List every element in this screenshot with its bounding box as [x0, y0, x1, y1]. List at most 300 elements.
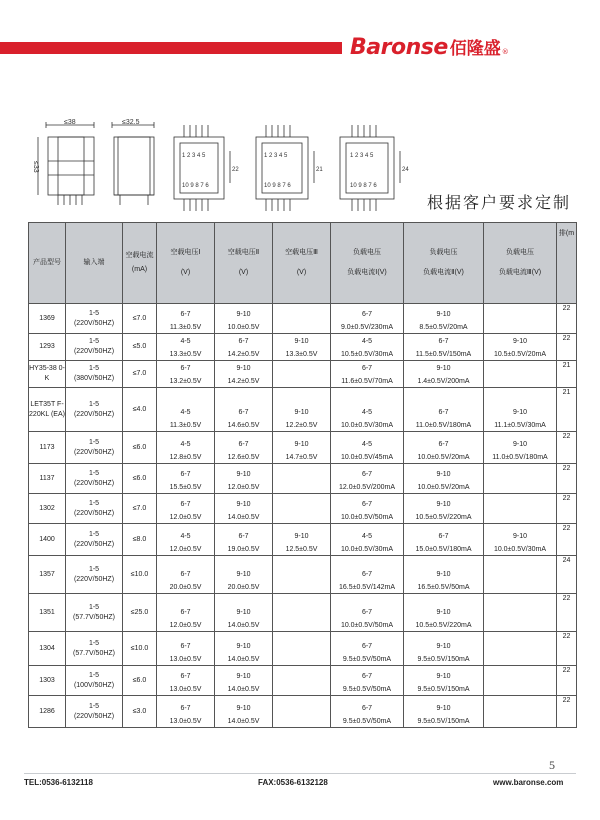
cell-model: 1304	[39, 644, 55, 652]
cell-model: 1303	[39, 676, 55, 684]
cell-lv1-value: 10.5±0.5V/30mA	[340, 351, 394, 358]
cell-pin-count: 22	[562, 595, 571, 602]
table-cell	[215, 432, 273, 464]
cell-pin-count: 21	[562, 389, 571, 396]
cell-input-pins: 1-5	[88, 365, 100, 372]
pins-top-c: 1 2 3 4 5	[350, 153, 374, 159]
table-cell	[273, 594, 331, 632]
cell-lv3-value: 11.0±0.5V/180mA	[492, 454, 548, 461]
table-cell	[123, 304, 157, 334]
cell-input-pins: 1-5	[88, 639, 100, 647]
cell-lv1-value: 9.5±0.5V/50mA	[342, 686, 392, 693]
cell-nv3-voltage: 12.2±0.5V	[285, 422, 318, 429]
cell-nv2-pins: 9-10	[236, 311, 251, 318]
cell-nv1-voltage: 13.2±0.5V	[169, 378, 202, 385]
cell-lv3-value: 10.5±0.5V/20mA	[493, 351, 547, 358]
cell-lv3-value: 10.0±0.5V/30mA	[493, 546, 547, 553]
cell-lv2-value: 16.5±0.5V/50mA	[417, 584, 470, 591]
table-cell	[29, 432, 66, 464]
cell-input-voltage: (220V/50HZ)	[73, 540, 115, 548]
cell-noload-current: ≤10.0	[130, 570, 149, 578]
table-cell	[484, 632, 557, 666]
cell-pin-count: 21	[562, 362, 571, 369]
table-cell	[123, 632, 157, 666]
cell-input-voltage: (220V/50HZ)	[73, 319, 115, 327]
cell-input-voltage: (100V/50HZ)	[73, 681, 115, 689]
cell-nv1-pins: 6-7	[180, 673, 191, 680]
cell-input-voltage: (220V/50HZ)	[73, 509, 115, 517]
cell-pin-count: 22	[562, 433, 571, 440]
table-cell	[123, 388, 157, 432]
table-cell	[123, 524, 157, 556]
cell-input-voltage: (220V/50HZ)	[73, 479, 115, 487]
cell-nv1-pins: 4-5	[180, 409, 191, 416]
cell-lv1-value: 9.0±0.5V/230mA	[340, 324, 394, 331]
table-cell	[157, 464, 215, 494]
table-cell	[66, 361, 123, 388]
cell-lv2-value: 10.0±0.5V/20mA	[417, 484, 470, 491]
table-cell	[331, 556, 404, 594]
cell-model: 1351	[39, 608, 55, 616]
table-cell	[157, 594, 215, 632]
cell-noload-current: ≤5.0	[132, 343, 147, 350]
registered-mark: ®	[501, 48, 509, 56]
cell-nv1-pins: 4-5	[180, 441, 191, 448]
dim-width-32-5: ≤32.5	[122, 119, 140, 126]
cell-nv1-voltage: 12.0±0.5V	[169, 514, 202, 521]
header-noload-current: 空载电流(mA)	[123, 223, 157, 304]
cell-noload-current: ≤7.0	[132, 314, 147, 322]
cell-input-pins: 1-5	[88, 603, 100, 611]
cell-noload-current: ≤6.0	[132, 443, 147, 451]
pins-bottom-b: 10 9 8 7 6	[264, 183, 291, 189]
table-row	[29, 361, 577, 388]
table-cell	[331, 304, 404, 334]
header-load-v3: 负载电压 负载电流Ⅲ(V)	[484, 223, 557, 304]
table-cell	[273, 304, 331, 334]
table-cell	[66, 304, 123, 334]
table-cell	[557, 696, 577, 728]
table-cell	[484, 432, 557, 464]
dim-height-33: ≤33	[32, 161, 39, 173]
cell-nv2-voltage: 12.0±0.5V	[227, 484, 260, 491]
cell-lv2-value: 8.5±0.5V/20mA	[419, 324, 468, 331]
pins-bottom-a: 10 9 8 7 6	[182, 183, 209, 189]
footer-website[interactable]: www.baronse.com	[493, 778, 564, 787]
cell-nv2-voltage: 14.2±0.5V	[227, 378, 260, 385]
table-cell	[557, 632, 577, 666]
cell-model: 1400	[39, 535, 55, 543]
cell-lv2-value: 11.5±0.5V/150mA	[415, 351, 472, 358]
table-cell	[404, 696, 484, 728]
table-row	[29, 666, 577, 696]
table-cell	[557, 464, 577, 494]
table-cell	[29, 334, 66, 361]
table-cell	[404, 304, 484, 334]
cell-input-pins: 1-5	[88, 565, 100, 573]
table-cell	[157, 361, 215, 388]
table-cell	[273, 666, 331, 696]
table-cell	[66, 334, 123, 361]
table-cell	[157, 632, 215, 666]
cell-lv1-pins: 6-7	[361, 705, 373, 712]
table-cell	[484, 361, 557, 388]
cell-lv2-pins: 6-7	[438, 533, 449, 540]
table-cell	[331, 494, 404, 524]
cell-model: HY35-38 0-K	[29, 365, 65, 382]
cell-noload-current: ≤3.0	[132, 707, 147, 715]
cell-nv2-pins: 9-10	[236, 673, 251, 680]
pin-layout-c	[340, 125, 409, 211]
table-cell	[273, 432, 331, 464]
cell-nv1-pins: 6-7	[180, 609, 191, 616]
cell-lv1-pins: 6-7	[361, 609, 373, 616]
cell-lv2-pins: 6-7	[438, 441, 449, 448]
cell-lv1-value: 9.5±0.5V/50mA	[342, 718, 392, 725]
cell-lv2-pins: 9-10	[436, 365, 451, 372]
table-cell	[157, 556, 215, 594]
cell-nv2-pins: 6-7	[238, 409, 249, 416]
cell-model: 1357	[39, 570, 55, 578]
cell-input-voltage: (380V/50HZ)	[73, 375, 115, 382]
logo-latin-text: Baronse	[350, 35, 448, 60]
cell-nv3-voltage: 14.7±0.5V	[285, 454, 318, 461]
cell-nv1-voltage: 11.3±0.5V	[169, 324, 202, 331]
table-cell	[484, 494, 557, 524]
table-cell	[273, 464, 331, 494]
cell-input-pins: 1-5	[88, 702, 100, 710]
brand-logo	[350, 34, 509, 58]
cell-noload-current: ≤7.0	[132, 370, 147, 377]
cell-input-pins: 1-5	[88, 438, 100, 446]
cell-nv3-voltage: 12.5±0.5V	[285, 546, 318, 553]
cell-lv1-pins: 6-7	[361, 501, 373, 508]
header-noload-v3: 空载电压Ⅲ (V)	[273, 223, 331, 304]
table-cell	[484, 304, 557, 334]
table-cell	[66, 464, 123, 494]
table-cell	[29, 388, 66, 432]
table-cell	[273, 388, 331, 432]
cell-lv2-pins: 9-10	[436, 501, 451, 508]
table-cell	[66, 666, 123, 696]
cell-lv1-pins: 6-7	[361, 673, 373, 680]
cell-input-voltage: (220V/50HZ)	[73, 448, 115, 456]
table-cell	[123, 494, 157, 524]
cell-lv2-value: 11.0±0.5V/180mA	[415, 422, 472, 429]
cell-lv2-value: 10.5±0.5V/220mA	[415, 622, 472, 629]
table-cell	[157, 494, 215, 524]
table-cell	[331, 464, 404, 494]
table-cell	[331, 666, 404, 696]
cell-pin-count: 22	[562, 525, 571, 532]
cell-lv2-value: 9.5±0.5V/150mA	[417, 718, 470, 725]
dim-24: 24	[402, 167, 409, 173]
table-cell	[331, 696, 404, 728]
cell-nv1-pins: 6-7	[180, 571, 191, 578]
table-row	[29, 524, 577, 556]
table-cell	[404, 361, 484, 388]
table-cell	[123, 594, 157, 632]
table-cell	[157, 334, 215, 361]
table-cell	[123, 361, 157, 388]
table-cell	[484, 388, 557, 432]
cell-nv1-pins: 4-5	[180, 533, 191, 540]
cell-lv2-value: 15.0±0.5V/180mA	[415, 546, 472, 553]
cell-nv2-pins: 9-10	[236, 571, 251, 578]
table-cell	[123, 432, 157, 464]
logo-chinese-text: 佰隆盛	[449, 39, 501, 59]
cell-noload-current: ≤4.0	[132, 405, 147, 413]
table-cell	[331, 632, 404, 666]
table-cell	[66, 524, 123, 556]
cell-noload-current: ≤10.0	[130, 644, 149, 652]
cell-nv1-voltage: 13.0±0.5V	[169, 656, 202, 663]
cell-nv2-voltage: 19.0±0.5V	[227, 546, 260, 553]
cell-input-pins: 1-5	[88, 400, 100, 408]
cell-lv2-pins: 9-10	[436, 471, 451, 478]
table-cell	[29, 594, 66, 632]
cell-noload-current: ≤25.0	[130, 608, 149, 616]
front-view	[32, 119, 94, 205]
table-row	[29, 464, 577, 494]
table-cell	[404, 494, 484, 524]
pins-bottom-c: 10 9 8 7 6	[350, 183, 377, 189]
cell-model: LET35T F-220KL (EA)	[29, 400, 65, 418]
table-cell	[157, 696, 215, 728]
cell-pin-count: 22	[562, 305, 571, 312]
table-cell	[273, 696, 331, 728]
cell-lv2-value: 10.0±0.5V/20mA	[417, 454, 470, 461]
table-cell	[404, 666, 484, 696]
pin-layout-a	[174, 125, 239, 211]
cell-nv2-pins: 9-10	[236, 609, 251, 616]
cell-nv3-pins: 9-10	[294, 409, 309, 416]
table-row	[29, 388, 577, 432]
cell-pin-count: 22	[562, 633, 571, 640]
cell-nv1-pins: 4-5	[180, 338, 191, 345]
cell-lv1-pins: 4-5	[361, 441, 373, 448]
cell-nv1-voltage: 13.0±0.5V	[169, 718, 202, 725]
table-cell	[123, 556, 157, 594]
pins-top-b: 1 2 3 4 5	[264, 153, 288, 159]
table-cell	[29, 632, 66, 666]
table-cell	[484, 556, 557, 594]
table-cell	[404, 524, 484, 556]
footer-tel: TEL:0536-6132118	[24, 778, 93, 787]
cell-nv1-voltage: 15.5±0.5V	[169, 484, 202, 491]
cell-nv2-pins: 9-10	[236, 501, 251, 508]
cell-input-voltage: (220V/50HZ)	[73, 712, 115, 720]
footer-divider	[24, 773, 576, 774]
cell-nv2-voltage: 14.0±0.5V	[227, 656, 260, 663]
header-noload-v2: 空载电压Ⅱ (V)	[215, 223, 273, 304]
cell-nv2-voltage: 14.0±0.5V	[227, 622, 260, 629]
table-cell	[215, 464, 273, 494]
cell-lv3-pins: 9-10	[512, 533, 527, 540]
table-cell	[557, 556, 577, 594]
header-red-bar	[0, 42, 342, 54]
cell-pin-count: 22	[562, 465, 571, 472]
cell-nv1-voltage: 20.0±0.5V	[169, 584, 202, 591]
cell-lv3-pins: 9-10	[512, 441, 527, 448]
cell-lv2-pins: 9-10	[436, 673, 451, 680]
cell-lv1-pins: 6-7	[361, 311, 373, 318]
cell-nv3-pins: 9-10	[294, 441, 309, 448]
cell-input-pins: 1-5	[88, 309, 100, 317]
table-cell	[215, 494, 273, 524]
table-cell	[66, 556, 123, 594]
table-cell	[557, 388, 577, 432]
cell-lv1-value: 10.0±0.5V/50mA	[340, 622, 394, 629]
page-number: 5	[549, 758, 555, 772]
table-cell	[557, 361, 577, 388]
cell-lv2-pins: 9-10	[436, 571, 451, 578]
dim-21: 21	[316, 167, 323, 173]
table-cell	[29, 464, 66, 494]
cell-lv1-pins: 4-5	[361, 338, 373, 345]
table-cell	[215, 334, 273, 361]
cell-lv1-value: 16.5±0.5V/142mA	[339, 584, 395, 591]
table-cell	[29, 494, 66, 524]
cell-nv1-voltage: 12.0±0.5V	[169, 622, 202, 629]
table-cell	[66, 432, 123, 464]
table-cell	[404, 432, 484, 464]
table-cell	[404, 556, 484, 594]
table-row	[29, 696, 577, 728]
cell-nv2-voltage: 12.6±0.5V	[227, 454, 260, 461]
side-view	[112, 119, 154, 205]
cell-noload-current: ≤6.0	[132, 474, 147, 482]
cell-lv1-pins: 6-7	[361, 643, 373, 650]
table-cell	[484, 334, 557, 361]
dim-22: 22	[232, 167, 239, 173]
table-cell	[331, 594, 404, 632]
cell-noload-current: ≤8.0	[132, 535, 147, 543]
table-cell	[273, 334, 331, 361]
cell-noload-current: ≤6.0	[132, 676, 147, 684]
table-cell	[29, 524, 66, 556]
cell-lv1-pins: 4-5	[361, 533, 373, 540]
cell-lv2-pins: 9-10	[436, 311, 451, 318]
table-row	[29, 494, 577, 524]
table-cell	[157, 666, 215, 696]
cell-pin-count: 22	[562, 667, 571, 674]
table-cell	[557, 494, 577, 524]
pin-layout-b	[256, 125, 323, 211]
table-cell	[557, 334, 577, 361]
table-cell	[157, 432, 215, 464]
cell-lv3-value: 11.1±0.5V/30mA	[494, 422, 546, 429]
cell-nv2-voltage: 10.0±0.5V	[227, 324, 260, 331]
cell-nv3-pins: 9-10	[294, 338, 309, 345]
table-cell	[331, 524, 404, 556]
cell-lv2-value: 1.4±0.5V/200mA	[417, 378, 470, 385]
table-header-row	[29, 223, 577, 304]
cell-lv1-pins: 6-7	[361, 571, 373, 578]
table-cell	[484, 666, 557, 696]
cell-nv1-pins: 6-7	[180, 471, 191, 478]
cell-nv2-voltage: 14.0±0.5V	[227, 686, 260, 693]
cell-input-voltage: (57.7V/50HZ)	[72, 613, 116, 621]
cell-lv2-pins: 9-10	[436, 643, 451, 650]
cell-lv1-value: 10.0±0.5V/30mA	[340, 422, 394, 429]
cell-lv2-pins: 6-7	[438, 338, 449, 345]
cell-nv1-pins: 6-7	[180, 643, 191, 650]
cell-nv1-voltage: 12.0±0.5V	[169, 546, 202, 553]
table-cell	[404, 594, 484, 632]
cell-noload-current: ≤7.0	[132, 504, 147, 512]
table-cell	[273, 524, 331, 556]
cell-nv2-pins: 6-7	[238, 441, 249, 448]
table-cell	[273, 494, 331, 524]
table-cell	[29, 361, 66, 388]
cell-model: 1137	[39, 474, 55, 482]
table-cell	[404, 464, 484, 494]
table-cell	[215, 388, 273, 432]
table-cell	[484, 524, 557, 556]
cell-model: 1286	[39, 707, 55, 715]
table-cell	[29, 666, 66, 696]
cell-lv3-pins: 9-10	[512, 338, 527, 345]
table-cell	[157, 524, 215, 556]
cell-nv1-pins: 6-7	[180, 365, 191, 372]
table-cell	[157, 388, 215, 432]
table-cell	[331, 334, 404, 361]
footer-fax: FAX:0536-6132128	[258, 778, 328, 787]
table-row	[29, 632, 577, 666]
cell-nv1-pins: 6-7	[180, 311, 191, 318]
cell-nv1-voltage: 13.3±0.5V	[169, 351, 202, 358]
dim-width-38: ≤38	[64, 119, 76, 126]
table-cell	[557, 524, 577, 556]
table-row	[29, 556, 577, 594]
table-cell	[215, 594, 273, 632]
table-cell	[66, 632, 123, 666]
header-pin: 排(m	[557, 223, 577, 304]
cell-nv2-voltage: 20.0±0.5V	[227, 584, 260, 591]
cell-input-voltage: (57.7V/50HZ)	[72, 649, 116, 657]
table-cell	[123, 464, 157, 494]
transformer-drawings	[28, 115, 418, 215]
cell-lv1-value: 10.0±0.5V/45mA	[340, 454, 394, 461]
cell-input-voltage: (220V/50HZ)	[73, 410, 115, 418]
cell-nv2-voltage: 14.6±0.5V	[227, 422, 260, 429]
cell-lv2-pins: 9-10	[436, 705, 451, 712]
cell-nv3-voltage: 13.3±0.5V	[285, 351, 318, 358]
cell-input-pins: 1-5	[88, 338, 100, 345]
table-cell	[215, 524, 273, 556]
cell-nv1-voltage: 12.8±0.5V	[169, 454, 202, 461]
cell-model: 1369	[39, 314, 55, 322]
pins-top-a: 1 2 3 4 5	[182, 153, 206, 159]
table-cell	[215, 361, 273, 388]
custom-order-tagline: 根据客户要求定制	[427, 193, 572, 212]
header-load-v1: 负载电压 负载电流Ⅰ(V)	[331, 223, 404, 304]
cell-lv2-pins: 6-7	[438, 409, 449, 416]
spec-table	[28, 222, 577, 728]
table-cell	[484, 464, 557, 494]
table-cell	[557, 594, 577, 632]
table-cell	[557, 666, 577, 696]
cell-nv2-pins: 9-10	[236, 705, 251, 712]
cell-nv1-voltage: 13.0±0.5V	[169, 686, 202, 693]
cell-lv1-value: 11.6±0.5V/70mA	[341, 378, 393, 385]
table-cell	[29, 696, 66, 728]
table-cell	[331, 432, 404, 464]
table-cell	[273, 556, 331, 594]
header-model: 产品型号	[29, 223, 66, 304]
cell-lv1-pins: 6-7	[361, 471, 373, 478]
